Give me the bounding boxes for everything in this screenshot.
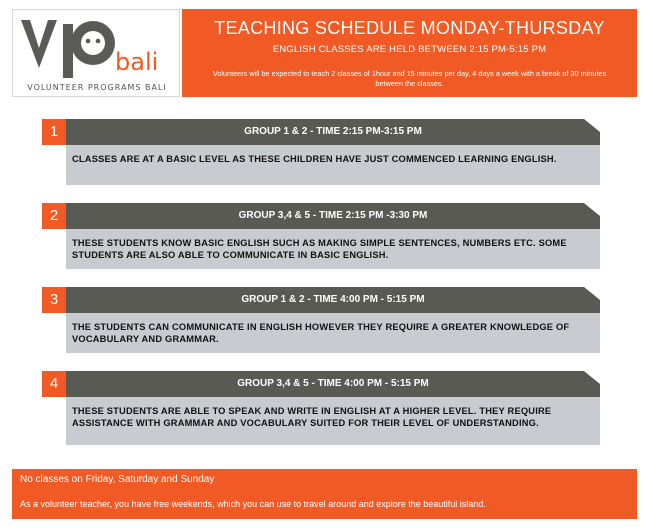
- volunteer-note: Volunteers will be expected to teach 2 classes of 1hour and 15 minutes per day, 4 days a week with a break of 30 minutes between the classes.: [212, 69, 607, 88]
- logo: [12, 9, 180, 97]
- group-description: THESE STUDENTS ARE ABLE TO SPEAK AND WRITE IN ENGLISH AT A HIGHER LEVEL. THEY REQUIRE ASSISTANCE WITH GRAMMAR AND VOCABULARY SUITED FOR THEIR LEVEL OF UNDERSTANDING.: [66, 397, 600, 445]
- group-description: THE STUDENTS CAN COMMUNICATE IN ENGLISH HOWEVER THEY REQUIRE A GREATER KNOWLEDGE OF VOCABULARY AND GRAMMAR.: [66, 313, 600, 353]
- no-classes-note: No classes on Friday, Saturday and Sunday: [20, 474, 215, 485]
- svg-text:bali: bali: [115, 48, 159, 76]
- page-title: TEACHING SCHEDULE MONDAY-THURSDAY: [214, 18, 605, 38]
- schedule-block-3: [42, 287, 602, 355]
- group-description: CLASSES ARE AT A BASIC LEVEL AS THESE CHILDREN HAVE JUST COMMENCED LEARNING ENGLISH.: [66, 145, 600, 185]
- page-subtitle: ENGLISH CLASSES ARE HELD BETWEEN 2:15 PM-5:15 PM: [272, 44, 547, 55]
- footer-banner: [12, 469, 637, 519]
- group-title: GROUP 1 & 2 - TIME 4:00 PM - 5:15 PM: [241, 294, 425, 305]
- group-title: GROUP 1 & 2 - TIME 2:15 PM-3:15 PM: [244, 126, 422, 137]
- header-banner: [182, 9, 637, 97]
- schedule-block-4: [42, 371, 602, 439]
- group-title: GROUP 3,4 & 5 - TIME 4:00 PM - 5:15 PM: [237, 378, 429, 389]
- group-title: GROUP 3,4 & 5 - TIME 2:15 PM -3:30 PM: [238, 210, 428, 221]
- schedule-block-2: [42, 203, 602, 271]
- block-number: 3: [42, 287, 66, 313]
- block-number: 4: [42, 371, 66, 397]
- logo-tagline: VOLUNTEER PROGRAMS BALI: [27, 83, 167, 92]
- schedule-block-1: [42, 119, 602, 187]
- weekend-note: As a volunteer teacher, you have free weekends, which you can use to travel around and explore the beautiful island.: [20, 499, 486, 509]
- group-description: THESE STUDENTS KNOW BASIC ENGLISH SUCH AS MAKING SIMPLE SENTENCES, NUMBERS ETC. SOME STUDENTS ARE ALSO ABLE TO COMMUNICATE IN BASIC ENGLISH.: [66, 229, 600, 269]
- block-number: 2: [42, 203, 66, 229]
- block-number: 1: [42, 119, 66, 145]
